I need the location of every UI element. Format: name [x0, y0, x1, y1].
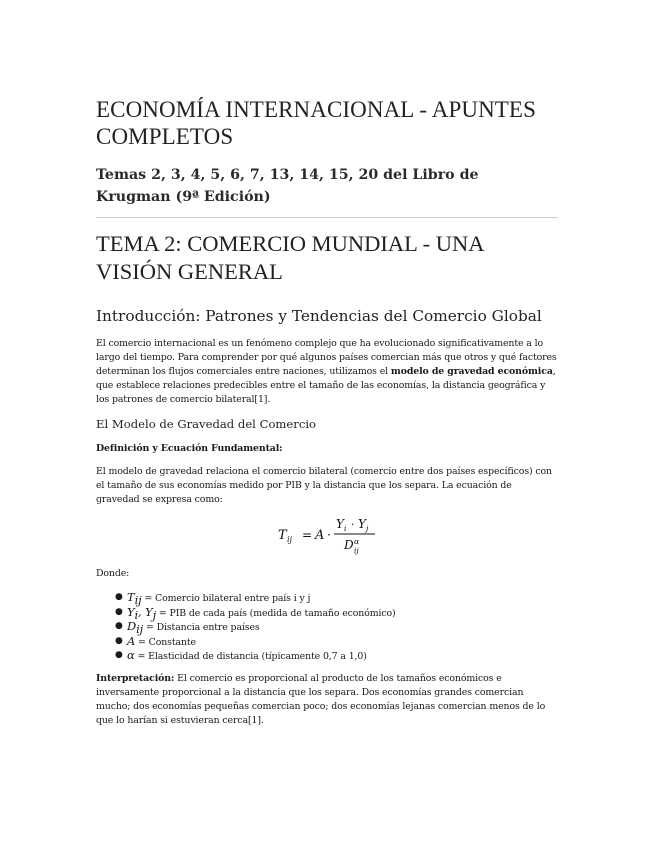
gravity-equation-svg	[276, 513, 396, 557]
var-symbol: Y	[127, 604, 135, 619]
bullet-icon: ●	[115, 606, 123, 617]
eq-denominator-sub: ij	[354, 546, 359, 555]
chapter-title: TEMA 2: COMERCIO MUNDIAL - UNA VISIÓN GENERAL	[96, 231, 484, 284]
definition-heading: Definición y Ecuación Fundamental:	[96, 443, 283, 454]
eq-num-dot: ·	[351, 518, 355, 531]
eq-num-a-sub: i	[344, 524, 347, 533]
bullet-icon: ●	[115, 635, 123, 646]
eq-constant: A	[315, 528, 325, 543]
eq-lhs-sub: ij	[287, 535, 293, 544]
eq-num-a: Y	[336, 517, 344, 531]
list-item	[96, 605, 558, 620]
eq-denominator: D	[344, 538, 354, 552]
var-symbol: T	[127, 590, 135, 604]
definition-paragraph: El modelo de gravedad relaciona el comercio bilateral (comercio entre dos países específicos) con el tamaño de sus economías medido por PIB y la distancia que los separa. La ecuación de gravedad se expresa como:	[96, 466, 552, 505]
interpretation-paragraph	[96, 672, 558, 728]
bullet-icon: ●	[115, 621, 123, 632]
eq-equals: =	[302, 528, 313, 542]
bullet-icon: ●	[115, 650, 123, 661]
document-title: ECONOMÍA INTERNACIONAL - APUNTES COMPLETOS	[96, 97, 536, 149]
var-subscript: i	[134, 607, 139, 622]
horizontal-divider	[96, 217, 558, 218]
eq-lhs: T	[278, 528, 287, 543]
where-label: Donde:	[96, 568, 130, 579]
gravity-equation	[96, 513, 558, 557]
intro-bold-term: modelo de gravedad económica	[390, 366, 553, 377]
section-title: Introducción: Patrones y Tendencias del Comercio Global	[96, 307, 542, 325]
var-subscript-2: j	[152, 607, 157, 622]
var-description: = Constante	[135, 636, 196, 648]
var-description: = PIB de cada país (medida de tamaño económico)	[156, 607, 396, 619]
eq-num-b: Y	[358, 517, 366, 531]
intro-text-end: , que establece relaciones predecibles entre el tamaño de las economías, la distancia geográfica y los patrones de comercio bilateral[1].	[96, 366, 556, 405]
intro-text-start: El comercio internacional es un fenómeno complejo que ha evolucionado significativamente a lo largo del tiempo. Para comprender por qué algunos países comercian más que otros y qué factores determinan los flujos comerciales entre naciones, utilizamos el	[96, 338, 557, 377]
list-item	[96, 648, 558, 663]
list-item	[96, 590, 558, 605]
interpretation-text: El comercio es proporcional al producto de los tamaños económicos e inversamente proporcional a la distancia que los separa. Dos economías grandes comercian mucho; dos economías pequeñas comercian poco; dos economías lejanas comercian menos de lo que lo harían si estuvieran cerca[1].	[96, 672, 546, 726]
var-subscript: ij	[134, 592, 142, 607]
var-symbol: A	[127, 633, 136, 648]
eq-denominator-sup: α	[354, 537, 360, 546]
var-description: = Comercio bilateral entre país i y j	[141, 593, 311, 604]
document-subtitle: Temas 2, 3, 4, 5, 6, 7, 13, 14, 15, 20 del Libro de Krugman (9ª Edición)	[96, 167, 479, 205]
intro-paragraph	[96, 337, 558, 407]
eq-dot: ·	[327, 528, 331, 542]
list-item	[96, 619, 558, 637]
var-symbol: D	[127, 619, 137, 634]
list-item	[96, 634, 558, 649]
subsection-title: El Modelo de Gravedad del Comercio	[96, 417, 317, 431]
interpretation-label: Interpretación:	[96, 672, 175, 684]
eq-num-b-sub: j	[366, 524, 369, 533]
var-subscript: ij	[136, 622, 144, 637]
var-description: = Elasticidad de distancia (típicamente 0,7 a 1,0)	[134, 651, 367, 663]
document-page	[96, 96, 558, 728]
var-description: = Distancia entre países	[143, 622, 260, 634]
variable-list	[96, 590, 558, 663]
var-symbol: α	[127, 648, 135, 663]
bullet-icon: ●	[115, 592, 123, 602]
var-symbol-2: Y	[145, 604, 153, 619]
var-separator: ,	[138, 604, 146, 619]
